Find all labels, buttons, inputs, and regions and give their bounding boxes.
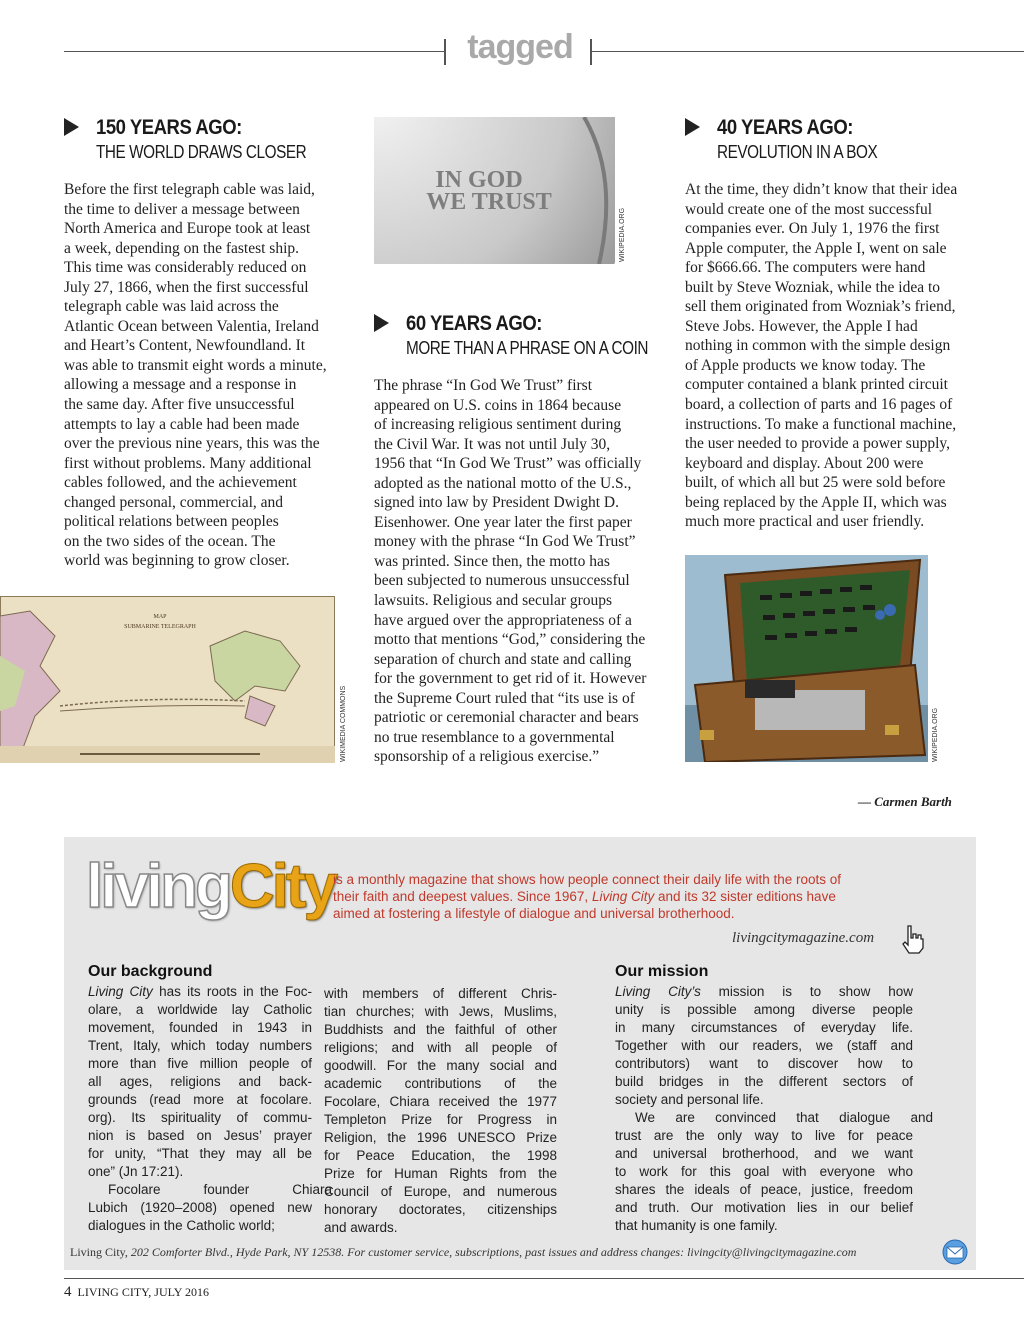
telegraph-map-image bbox=[0, 596, 335, 763]
apple-credit: WIKIPEDIA.ORG bbox=[932, 707, 939, 762]
text-line: in many circumstances of everyday life. bbox=[615, 1020, 913, 1035]
text-line: and Heart’s Content, Newfoundland. It bbox=[64, 337, 306, 355]
text-line: 1956 that “In God We Trust” was officially bbox=[374, 455, 642, 473]
text-line: computer contained a blank printed circuit bbox=[685, 376, 948, 394]
text-line: for the government to get rid of it. However bbox=[374, 670, 647, 688]
text-line: much more practical and user friendly. bbox=[685, 513, 925, 531]
map-title-line1: MAP bbox=[153, 614, 167, 620]
arrow-icon bbox=[685, 118, 700, 136]
map-graphic bbox=[0, 596, 335, 763]
article-150-body bbox=[64, 180, 327, 571]
text-line: built, of which all but 25 were sold before bbox=[685, 474, 946, 492]
author-byline: — Carmen Barth bbox=[858, 794, 952, 809]
text-line: keyboard and display. About 200 were bbox=[685, 454, 924, 472]
text-line: would create one of the most successful bbox=[685, 200, 933, 218]
text-line: shares the ideals of peace, justice, freedom bbox=[615, 1182, 913, 1197]
living-city-logo bbox=[86, 852, 335, 922]
text-line: for Peace Education, the 1998 bbox=[324, 1148, 557, 1163]
background-column-2 bbox=[324, 985, 557, 1237]
text-line: board, a collection of parts and 16 pages of bbox=[685, 396, 953, 414]
text-line: olare, a worldwide lay Catholic bbox=[88, 1002, 312, 1017]
text-line: North America and Europe took at least bbox=[64, 220, 311, 238]
coin-text-line1: IN GOD bbox=[435, 167, 523, 193]
tagline-line2 bbox=[333, 888, 933, 905]
text-line: Steve Jobs. However, the Apple I had bbox=[685, 317, 918, 335]
text-line: money with the phrase “In God We Trust” bbox=[374, 533, 636, 551]
text-line: tian churches; with Jews, Muslims, bbox=[324, 1004, 557, 1019]
text-line: org). Its spirituality of commu- bbox=[88, 1110, 312, 1125]
text-line: more than five million people of bbox=[88, 1056, 312, 1071]
arrow-icon bbox=[374, 314, 389, 332]
text-line: build bridges in the different sectors of bbox=[615, 1074, 913, 1089]
text-line: first without problems. Many additional bbox=[64, 454, 312, 472]
text-line: the Supreme Court ruled that “its use is of bbox=[374, 689, 635, 707]
header-rule-right bbox=[592, 51, 1024, 52]
text-line: grounds (read more at focolare. bbox=[88, 1092, 312, 1107]
text-line: society and personal life. bbox=[615, 1092, 764, 1107]
text-line: appeared on U.S. coins in 1864 because bbox=[374, 396, 622, 414]
map-credit: WIKIMEDIA COMMONS bbox=[340, 685, 347, 762]
text-line: Religion, the 1996 UNESCO Prize bbox=[324, 1130, 557, 1145]
header-tick-left bbox=[444, 39, 446, 65]
section-title: tagged bbox=[467, 28, 573, 66]
text-line: religions; and with all people of bbox=[324, 1040, 557, 1055]
coin-text-line2: WE TRUST bbox=[426, 189, 552, 215]
text-line: July 27, 1866, when the first successful bbox=[64, 278, 309, 296]
heading-60-title: 60 YEARS AGO: bbox=[406, 312, 543, 335]
article-40-body bbox=[685, 180, 957, 532]
text-line: telegraph cable was laid across the bbox=[64, 298, 279, 316]
text-line: separation of church and state and calling bbox=[374, 650, 632, 668]
text-line: nion is based on Jesus’ prayer bbox=[88, 1128, 312, 1143]
logo-city: City bbox=[229, 852, 336, 921]
text-line: The phrase “In God We Trust” first bbox=[374, 377, 593, 394]
text-line: on the two sides of the ocean. The bbox=[64, 532, 276, 550]
text-line: dialogues in the Catholic world; bbox=[88, 1218, 275, 1233]
page-footer bbox=[64, 1284, 209, 1301]
mission-title: Our mission bbox=[615, 963, 709, 980]
tagline-line2-end: and its 32 sister editions have bbox=[654, 889, 836, 904]
apple-one-image bbox=[685, 555, 928, 762]
heading-60-subtitle: MORE THAN A PHRASE ON A COIN bbox=[406, 338, 649, 358]
text-line: the Civil War. It was not until July 30, bbox=[374, 435, 611, 453]
text-line: was able to transmit eight words a minute, bbox=[64, 356, 327, 374]
text-line: and truth. Our motivation lies in our belief bbox=[615, 1200, 913, 1215]
text-line: all ages, religions and back- bbox=[88, 1074, 312, 1089]
text-line: with members of different Chris- bbox=[324, 986, 557, 1001]
arrow-icon bbox=[64, 118, 79, 136]
text-line: contributors) want to discover how to bbox=[615, 1056, 913, 1071]
text-line: Atlantic Ocean between Valentia, Ireland bbox=[64, 317, 319, 335]
text-line: motto that mentions “God,” considering the bbox=[374, 631, 646, 649]
text-line: Eisenhower. One year later the first paper bbox=[374, 513, 632, 531]
text-line: for unity, “That they may all be bbox=[88, 1146, 312, 1161]
text-line: attempts to lay a cable had been made bbox=[64, 415, 300, 433]
text-line: a week, depending on the fastest ship. bbox=[64, 239, 300, 257]
text-line: political relations between peoples bbox=[64, 513, 279, 531]
text-line: the user needed to provide a power supply, bbox=[685, 435, 950, 453]
text-line: that humanity is one family. bbox=[615, 1218, 778, 1233]
text-line: world was beginning to grow closer. bbox=[64, 552, 290, 570]
heading-40-subtitle: REVOLUTION IN A BOX bbox=[717, 142, 878, 162]
text-line: Together with our readers, we (staff and bbox=[615, 1038, 913, 1053]
text-line: Apple computer, the Apple I, went on sale bbox=[685, 239, 947, 257]
apple-one-graphic bbox=[685, 555, 928, 762]
coin-graphic bbox=[374, 117, 615, 264]
text-line: sell them originated from Wozniak’s friend, bbox=[685, 298, 956, 316]
heading-40-title: 40 YEARS AGO: bbox=[717, 116, 854, 139]
tagline-line2-italic: Living City bbox=[591, 889, 655, 904]
issue-label: LIVING CITY, JULY 2016 bbox=[77, 1285, 209, 1299]
text-line: unity is possible among diverse people bbox=[615, 1002, 913, 1017]
logo-living: living bbox=[86, 852, 230, 921]
text-line: changed personal, commercial, and bbox=[64, 493, 284, 511]
text-line: We are convinced that dialogue and bbox=[635, 1110, 933, 1125]
text-line: instructions. To make a functional machine, bbox=[685, 415, 957, 433]
text-line: Living City’s mission is to show how bbox=[615, 984, 914, 999]
text-line: Focolare, Chiara received the 1977 bbox=[324, 1094, 557, 1109]
text-line: being replaced by the Apple II, which was bbox=[685, 493, 947, 511]
text-line: and universal brotherhood, and we want bbox=[615, 1146, 913, 1161]
heading-60 bbox=[374, 312, 664, 362]
magazine-tagline bbox=[333, 871, 933, 922]
address-lead: Living City, bbox=[70, 1245, 131, 1259]
text-line: movement, founded in 1943 in bbox=[88, 1020, 312, 1035]
text-line: adopted as the national motto of the U.S., bbox=[374, 474, 632, 492]
text-line: lawsuits. Religious and secular groups bbox=[374, 592, 613, 610]
text-line: to work for this goal with everyone who bbox=[615, 1164, 913, 1179]
address-text: 202 Comforter Blvd., Hyde Park, NY 12538. For customer service, subscriptions, past issues and address changes: livingcity@livingcitymagazine.com bbox=[130, 1245, 857, 1259]
coin-image bbox=[374, 117, 615, 264]
header-rule-left bbox=[64, 51, 444, 52]
text-line: Living City has its roots in the Foc- bbox=[88, 984, 312, 999]
text-line: have argued over the appropriateness of a bbox=[374, 611, 632, 629]
pointer-hand-icon[interactable] bbox=[900, 924, 926, 954]
text-line: Trent, Italy, which today numbers bbox=[88, 1038, 312, 1053]
text-line: built by Steve Wozniak, while the idea to bbox=[685, 278, 941, 296]
text-line: Focolare founder Chiara bbox=[108, 1182, 332, 1197]
text-line: This time was considerably reduced on bbox=[64, 259, 307, 277]
heading-150 bbox=[64, 116, 354, 166]
text-line: trust are the only way to live for peace bbox=[615, 1128, 913, 1143]
text-line: of Apple products we know today. The bbox=[685, 356, 926, 374]
text-line: cables followed, and the achievement bbox=[64, 474, 297, 492]
text-line: the time to deliver a message between bbox=[64, 200, 300, 218]
text-line: Buddhists and the faithful of other bbox=[324, 1022, 557, 1037]
header-tick-right bbox=[590, 39, 592, 65]
text-line: of increasing religious sentiment during bbox=[374, 416, 622, 434]
text-line: At the time, they didn’t know that their idea bbox=[685, 181, 958, 198]
address-line bbox=[70, 1245, 856, 1260]
text-line: patriotic or ceremonial character and bears bbox=[374, 709, 639, 727]
tagline-line2-start: their faith and deepest values. Since 1967, bbox=[333, 889, 592, 904]
mission-column bbox=[615, 983, 933, 1235]
text-line: one” (Jn 17:21). bbox=[88, 1164, 184, 1179]
text-line: Before the first telegraph cable was laid, bbox=[64, 181, 315, 198]
tagline-line3: aimed at fostering a lifestyle of dialogue and universal brotherhood. bbox=[333, 906, 735, 921]
text-line: no true resemblance to a governmental bbox=[374, 728, 615, 746]
email-icon[interactable] bbox=[942, 1239, 968, 1265]
tagline-line1: is a monthly magazine that shows how people connect their daily life with the roots of bbox=[333, 872, 842, 887]
text-line: nothing in common with the simple design bbox=[685, 337, 951, 355]
text-line: goodwill. For the many social and bbox=[324, 1058, 557, 1073]
text-line: signed into law by President Dwight D. bbox=[374, 494, 619, 512]
text-line: the same day. After five unsuccessful bbox=[64, 396, 295, 414]
text-line: honorary doctorates, citizenships bbox=[324, 1202, 557, 1217]
article-60-body bbox=[374, 376, 646, 767]
coin-credit: WIKIPEDIA.ORG bbox=[619, 207, 626, 262]
text-line: sponsorship of a religious exercise.” bbox=[374, 748, 600, 766]
text-line: been subjected to numerous unsuccessful bbox=[374, 572, 630, 590]
text-line: over the previous nine years, this was the bbox=[64, 435, 320, 453]
page-number: 4 bbox=[64, 1284, 72, 1300]
text-line: Prize for Human Rights from the bbox=[324, 1166, 557, 1181]
heading-40 bbox=[685, 116, 975, 166]
heading-150-subtitle: THE WORLD DRAWS CLOSER bbox=[96, 142, 307, 162]
heading-150-title: 150 YEARS AGO: bbox=[96, 116, 242, 139]
text-line: Templeton Prize for Progress in bbox=[324, 1112, 557, 1127]
text-line: Lubich (1920–2008) opened new bbox=[88, 1200, 312, 1215]
text-line: companies ever. On July 1, 1976 the first bbox=[685, 220, 940, 238]
map-title-line2: SUBMARINE TELEGRAPH bbox=[124, 624, 196, 630]
text-line: for $666.66. The computers were hand bbox=[685, 259, 926, 277]
text-line: academic contributions of the bbox=[324, 1076, 557, 1091]
text-line: Council of Europe, and numerous bbox=[324, 1184, 557, 1199]
background-column-1 bbox=[88, 983, 332, 1235]
text-line: allowing a message and a response in bbox=[64, 376, 297, 394]
text-line: and awards. bbox=[324, 1220, 398, 1235]
background-title: Our background bbox=[88, 963, 213, 980]
website-link[interactable]: livingcitymagazine.com bbox=[732, 930, 875, 946]
footer-rule bbox=[64, 1278, 1024, 1279]
text-line: was printed. Since then, the motto has bbox=[374, 552, 610, 570]
